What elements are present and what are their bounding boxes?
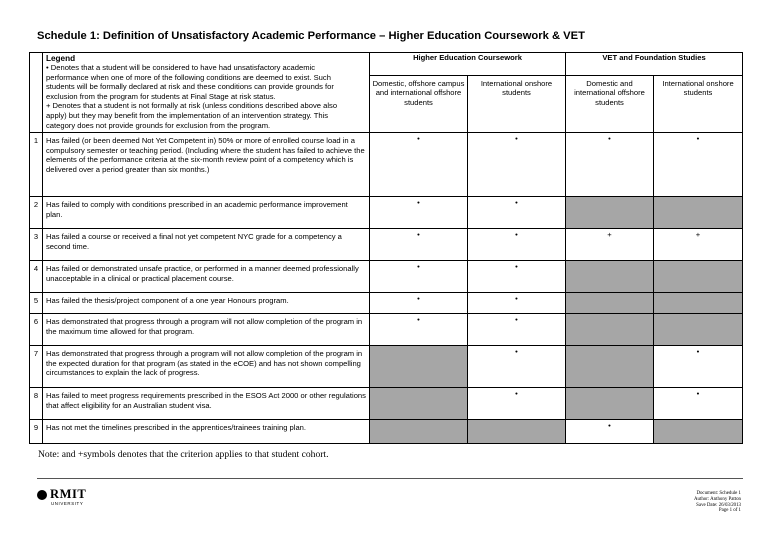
logo-subtext: UNIVERSITY xyxy=(51,501,84,506)
not-applicable-cell xyxy=(566,346,654,388)
table-row xyxy=(30,197,743,229)
document-title: Schedule 1: Definition of Unsatisfactory Academic Performance – Higher Education Coursework & VET xyxy=(37,30,585,42)
not-applicable-cell xyxy=(370,420,468,444)
row-number: 2 xyxy=(30,197,43,229)
criterion-text: Has demonstrated that progress through a program will not allow completion of the program in the maximum time allowed for that program. xyxy=(43,314,370,346)
footer-line: Document: Schedule 1 xyxy=(696,491,741,496)
not-applicable-cell xyxy=(566,261,654,293)
not-applicable-cell xyxy=(370,346,468,388)
schedule-table xyxy=(29,52,743,444)
row-number: 8 xyxy=(30,388,43,420)
legend-line: performance when one of more of the following conditions are deemed to exist. Such xyxy=(46,72,331,82)
table-row xyxy=(30,388,743,420)
criterion-text: Has failed or demonstrated unsafe practice, or performed in a manner deemed professionally unacceptable in a clinical or practical placement course. xyxy=(43,261,370,293)
cohort-header: International onshore students xyxy=(468,75,566,132)
cohort-header: International onshore students xyxy=(654,75,743,132)
legend-line: + Denotes that a student is not formally at risk (unless conditions described above also xyxy=(46,101,338,111)
footer-line: Page 1 of 1 xyxy=(718,508,741,514)
not-applicable-cell xyxy=(566,293,654,314)
criterion-mark: • xyxy=(370,261,468,293)
criterion-text: Has failed the thesis/project component of a one year Honours program. xyxy=(43,293,370,314)
legend-heading: Legend xyxy=(46,54,76,63)
footer-line: Author: Anthony Patton xyxy=(693,496,741,502)
not-applicable-cell xyxy=(654,261,743,293)
criterion-text: Has failed to comply with conditions prescribed in an academic performance improvement plan. xyxy=(43,197,370,229)
criterion-text: Has failed to meet progress requirements prescribed in the ESOS Act 2000 or other regulations that affect eligibility for an Australian student visa. xyxy=(43,388,370,420)
row-number: 6 xyxy=(30,314,43,346)
footer-line: Save Date: 26/03/2013 xyxy=(696,502,741,508)
document-footer xyxy=(694,491,741,514)
criterion-mark: • xyxy=(468,293,566,314)
legend-cell xyxy=(43,53,370,133)
group-header-vet: VET and Foundation Studies xyxy=(566,53,743,76)
criterion-mark: • xyxy=(654,133,743,197)
table-row xyxy=(30,133,743,197)
criterion-text: Has failed (or been deemed Not Yet Competent in) 50% or more of enrolled course load in a compulsory semester or teaching period. (Including where the student has failed to achieve the elements of the performance criteria at the six-month review point of a competency which is delivered over a period greater than six months.) xyxy=(43,133,370,197)
row-number: 5 xyxy=(30,293,43,314)
criterion-mark: • xyxy=(370,229,468,261)
not-applicable-cell xyxy=(654,293,743,314)
table-row xyxy=(30,346,743,388)
row-number: 7 xyxy=(30,346,43,388)
not-applicable-cell xyxy=(370,388,468,420)
not-applicable-cell xyxy=(566,314,654,346)
legend-line: apply) but they may benefit from the implementation of an intervention strategy. This xyxy=(46,110,329,120)
not-applicable-cell xyxy=(654,420,743,444)
criterion-mark: • xyxy=(468,261,566,293)
not-applicable-cell xyxy=(566,388,654,420)
criterion-text: Has failed a course or received a final not yet competent NYC grade for a competency a second time. xyxy=(43,229,370,261)
criterion-mark: • xyxy=(468,133,566,197)
footer-divider xyxy=(37,478,743,479)
criterion-mark: • xyxy=(654,346,743,388)
logo-brand xyxy=(37,488,86,501)
table-row xyxy=(30,229,743,261)
criterion-mark: • xyxy=(468,229,566,261)
rmit-logo xyxy=(37,488,86,507)
cohort-header: Domestic, offshore campus and international offshore students xyxy=(370,75,468,132)
criterion-text: Has demonstrated that progress through a program will not allow completion of the program in the expected duration for that program (as stated in the eCOE) and has not shown compelling circumstances to explain the lack of progress. xyxy=(43,346,370,388)
not-applicable-cell xyxy=(468,420,566,444)
criterion-mark: • xyxy=(468,346,566,388)
criterion-mark: + xyxy=(654,229,743,261)
header-num-blank xyxy=(30,53,43,133)
criterion-mark: • xyxy=(370,293,468,314)
not-applicable-cell xyxy=(654,197,743,229)
table-row xyxy=(30,420,743,444)
legend-line: exclusion from the program for students at Final Stage at risk status. xyxy=(46,91,276,101)
criterion-mark: • xyxy=(566,420,654,444)
table-note: Note: and +symbols denotes that the criterion applies to that student cohort. xyxy=(38,449,329,460)
row-number: 1 xyxy=(30,133,43,197)
logo-dot-icon xyxy=(37,490,47,500)
header-group-row xyxy=(30,53,743,76)
row-number: 3 xyxy=(30,229,43,261)
legend-line: category does not provide grounds for exclusion from the program. xyxy=(46,120,271,130)
logo-text: RMIT xyxy=(50,487,87,501)
criterion-mark: + xyxy=(566,229,654,261)
criterion-mark: • xyxy=(468,197,566,229)
legend-line: students will be formally declared at risk and these conditions can provide grounds for xyxy=(46,82,334,92)
criterion-text: Has not met the timelines prescribed in the apprentices/trainees training plan. xyxy=(43,420,370,444)
criterion-mark: • xyxy=(370,314,468,346)
row-number: 4 xyxy=(30,261,43,293)
group-header-he: Higher Education Coursework xyxy=(370,53,566,76)
table-row xyxy=(30,261,743,293)
criterion-mark: • xyxy=(370,197,468,229)
row-number: 9 xyxy=(30,420,43,444)
criterion-mark: • xyxy=(468,314,566,346)
not-applicable-cell xyxy=(566,197,654,229)
criterion-mark: • xyxy=(468,388,566,420)
cohort-header: Domestic and international offshore students xyxy=(566,75,654,132)
criterion-mark: • xyxy=(654,388,743,420)
criterion-mark: • xyxy=(566,133,654,197)
table-row xyxy=(30,314,743,346)
table-row xyxy=(30,293,743,314)
not-applicable-cell xyxy=(654,314,743,346)
criterion-mark: • xyxy=(370,133,468,197)
legend-line: • Denotes that a student will be considered to have had unsatisfactory academic xyxy=(46,63,316,72)
